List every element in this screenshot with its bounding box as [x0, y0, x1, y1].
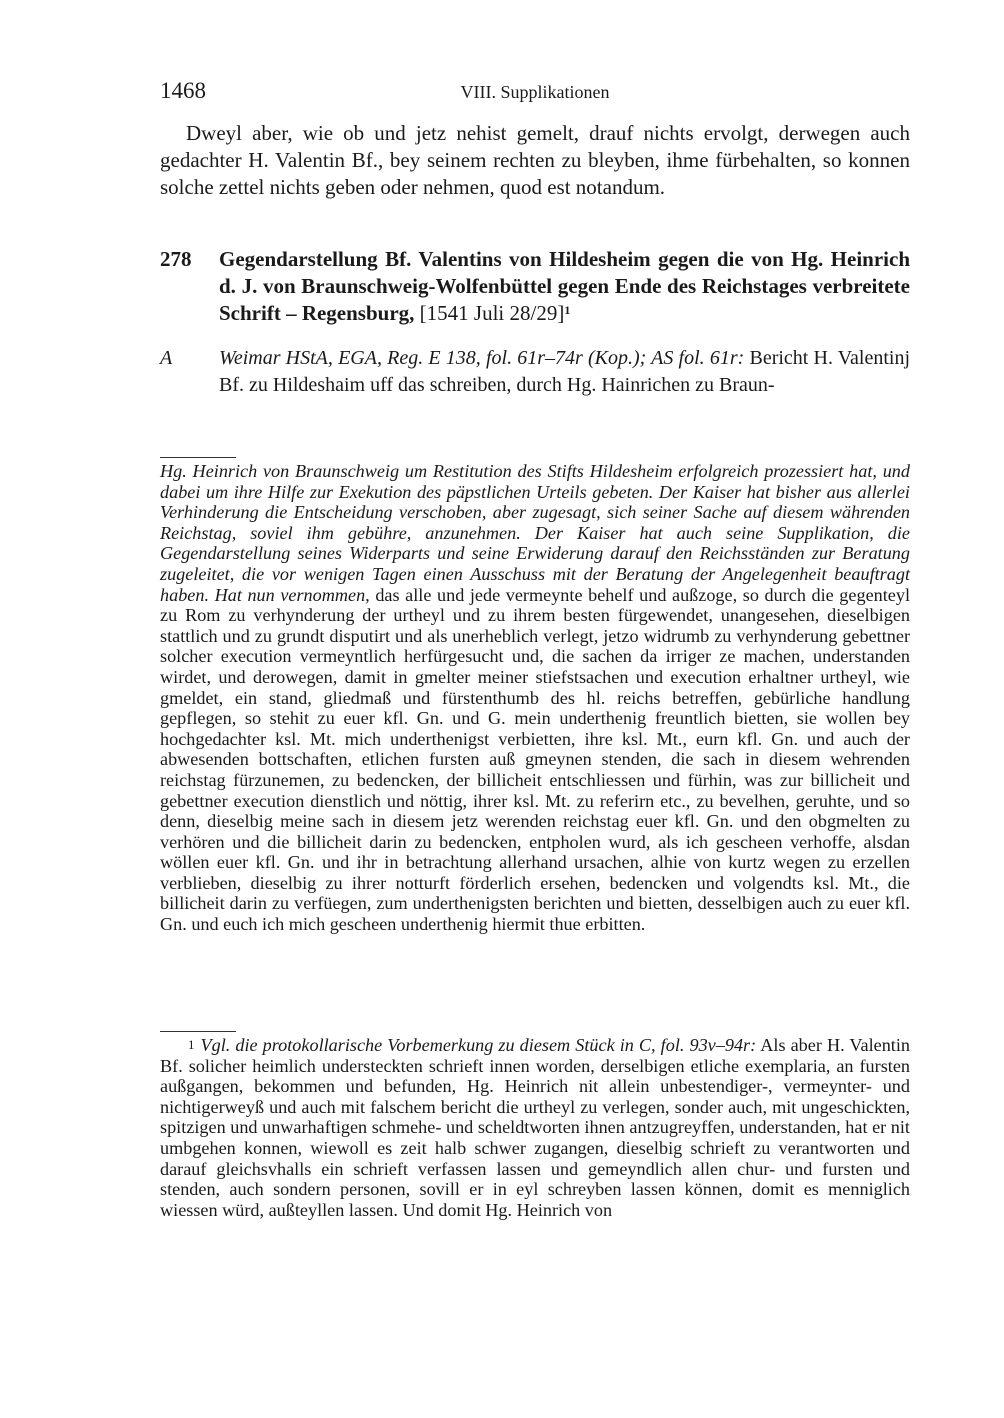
footnote-1-italic: Vgl. die protokollarische Vorbemerkung zu diesem Stück in C, fol. 93v–94r:: [200, 1035, 757, 1055]
running-title: VIII. Supplikationen: [460, 82, 610, 102]
footnote-divider: [160, 457, 236, 458]
source-archive: Weimar HStA, EGA, Reg. E 138, fol. 61r–74r (Kop.); AS fol. 61r:: [219, 347, 745, 369]
footnote-continuation-italic: Hg. Heinrich von Braunschweig um Restitution des Stifts Hildesheim erfolgreich prozessiert hat, und dabei um ihre Hilfe zur Exekution des päpstlichen Urteils gebeten. Der Kaiser hat bisher aus allerlei Verhinderung die Entscheidung verschoben, aber zugesagt, sich seiner Sache auf diesem währenden Reichstag, soviel ihm gebühre, anzunehmen. Der Kaiser hat auch seine Supplikation, die Gegendarstellung seines Widerparts und seine Erwiderung darauf den Reichsständen zur Beratung zugeleitet, die vor wenigen Tagen einen Ausschuss mit der Beratung der Angelegenheit beauftragt haben. Hat nun vernommen,: [160, 461, 910, 605]
source-description: Bericht H. Valentinj Bf. zu Hildeshaim uff das schreiben, durch Hg. Hainrichen zu Braun-: [219, 347, 911, 396]
page-number: 1468: [160, 78, 206, 103]
intro-paragraph: Dweyl aber, wie ob und jetz nehist gemelt, drauf nichts ervolgt, derwegen auch gedachter H. Valentin Bf., bey seinem rechten zu bleyben, ihme fürbehalten, so konnen solche zettel nichts geben oder nehmen, quod est notandum.: [160, 121, 910, 199]
footnote-1-text: Als aber H. Valentin Bf. solicher heimlich understeckten schrieft innen worden, derselbigen etliche exemplaria, an fursten außgangen, bekommen und befunden, Hg. Heinrich nit allein unbestendiger-, vermeynter- und nichtigerweyß und auch mit falschem bericht die urtheyl zu verlegen, sonder auch, mit ungeschickten, spitzigen und unwarhaftigen schmehe- und scheldtworten ihnen antzugreyffen, understanden, hat er nit umbgehen konnen, wiewoll es zeit halb schwer zugangen, dieselbig schrieft zu verantworten und darauf gleichsvhalls ein schrieft verfassen lassen und gemeyndlich allen chur- und fursten und stenden, auch sondern personen, sovill er in eyl schreyben lassen können, domit es menniglich wiessen würd, außteyllen lassen. Und domit Hg. Heinrich von: [160, 1035, 911, 1220]
document-title: [219, 246, 910, 327]
footnote-marker: 1: [188, 1037, 195, 1052]
footnote-reference[interactable]: 1: [564, 303, 571, 317]
running-head: [160, 78, 910, 108]
footnote-1: [160, 1035, 910, 1220]
document-title-text: Gegendarstellung Bf. Valentins von Hildesheim gegen die von Hg. Heinrich d. J. von Braunschweig-Wolfenbüttel gegen Ende des Reichstages verbreitete Schrift – Regensburg,: [219, 247, 910, 325]
footnote-continuation: [160, 461, 910, 935]
footnote-continuation-text: das alle und jede vermeynte behelf und außzoge, so durch die gegenteyl zu Rom zu verhynderung der urtheyl und zu ihrem besten fürgewendet, unangesehen, dieselbigen stattlich und zu grundt disputirt und als unerheblich verlegt, jetzo widrumb zu verhynderung gebettner solcher execution vermeyntlich herfürgesucht und, die sachen da irriger ze machen, understanden wirdet, und derowegen, damit in gmelter meiner stiefstsachen und execution erhaltner urtheyl, wie gmeldet, ein stand, gliedmaß und fürstenthumb des hl. reichs betreffen, gebürliche handlung gepflegen, so stehit zu euer kfl. Gn. und G. mein underthenig freuntlich bietten, sie wollen bey hochgedachter ksl. Mt. mich underthenigst verbietten, ihre ksl. Mt., eurn kfl. Gn. und auch der abwesenden bottschaften, etlichen fursten auß gmeynen stenden, die sach in diesem wehrenden reichstag fürzunemen, zu bedencken, der billicheit entschliessen und fürhin, was zur billicheit und gebettner execution dienstlich und nöttig, ihrer ksl. Mt. zu referirn etc., zu bevelhen, geruhte, und so denn, dieselbig meine sach in diesem jetz werenden reichstag euer kfl. Gn. und den obgmelten zu verhören und die billicheit darin zu bedencken, entpholen wurd, als ich gescheen verhoffe, alsdan wöllen euer kfl. Gn. und ihr in betrachtung allerhand ursachen, alhie von kurtz wegen zu erzellen verblieben, dieselbig zu ihrer notturft förderlich ersehen, bedencken und volgendts ksl. Mt., die billicheit darin zu verfüegen, zum underthenigsten berichten und bietten, desselbigen auch zu euer kfl. Gn. und euch ich mich gescheen underthenig hiermit thue erbitten.: [160, 584, 911, 935]
document-date: [1541 Juli 28/29]: [419, 301, 565, 325]
source-text: [219, 345, 910, 399]
document-number: 278: [160, 247, 192, 271]
source-siglum: A: [160, 347, 173, 369]
footnote-divider: [160, 1031, 236, 1032]
